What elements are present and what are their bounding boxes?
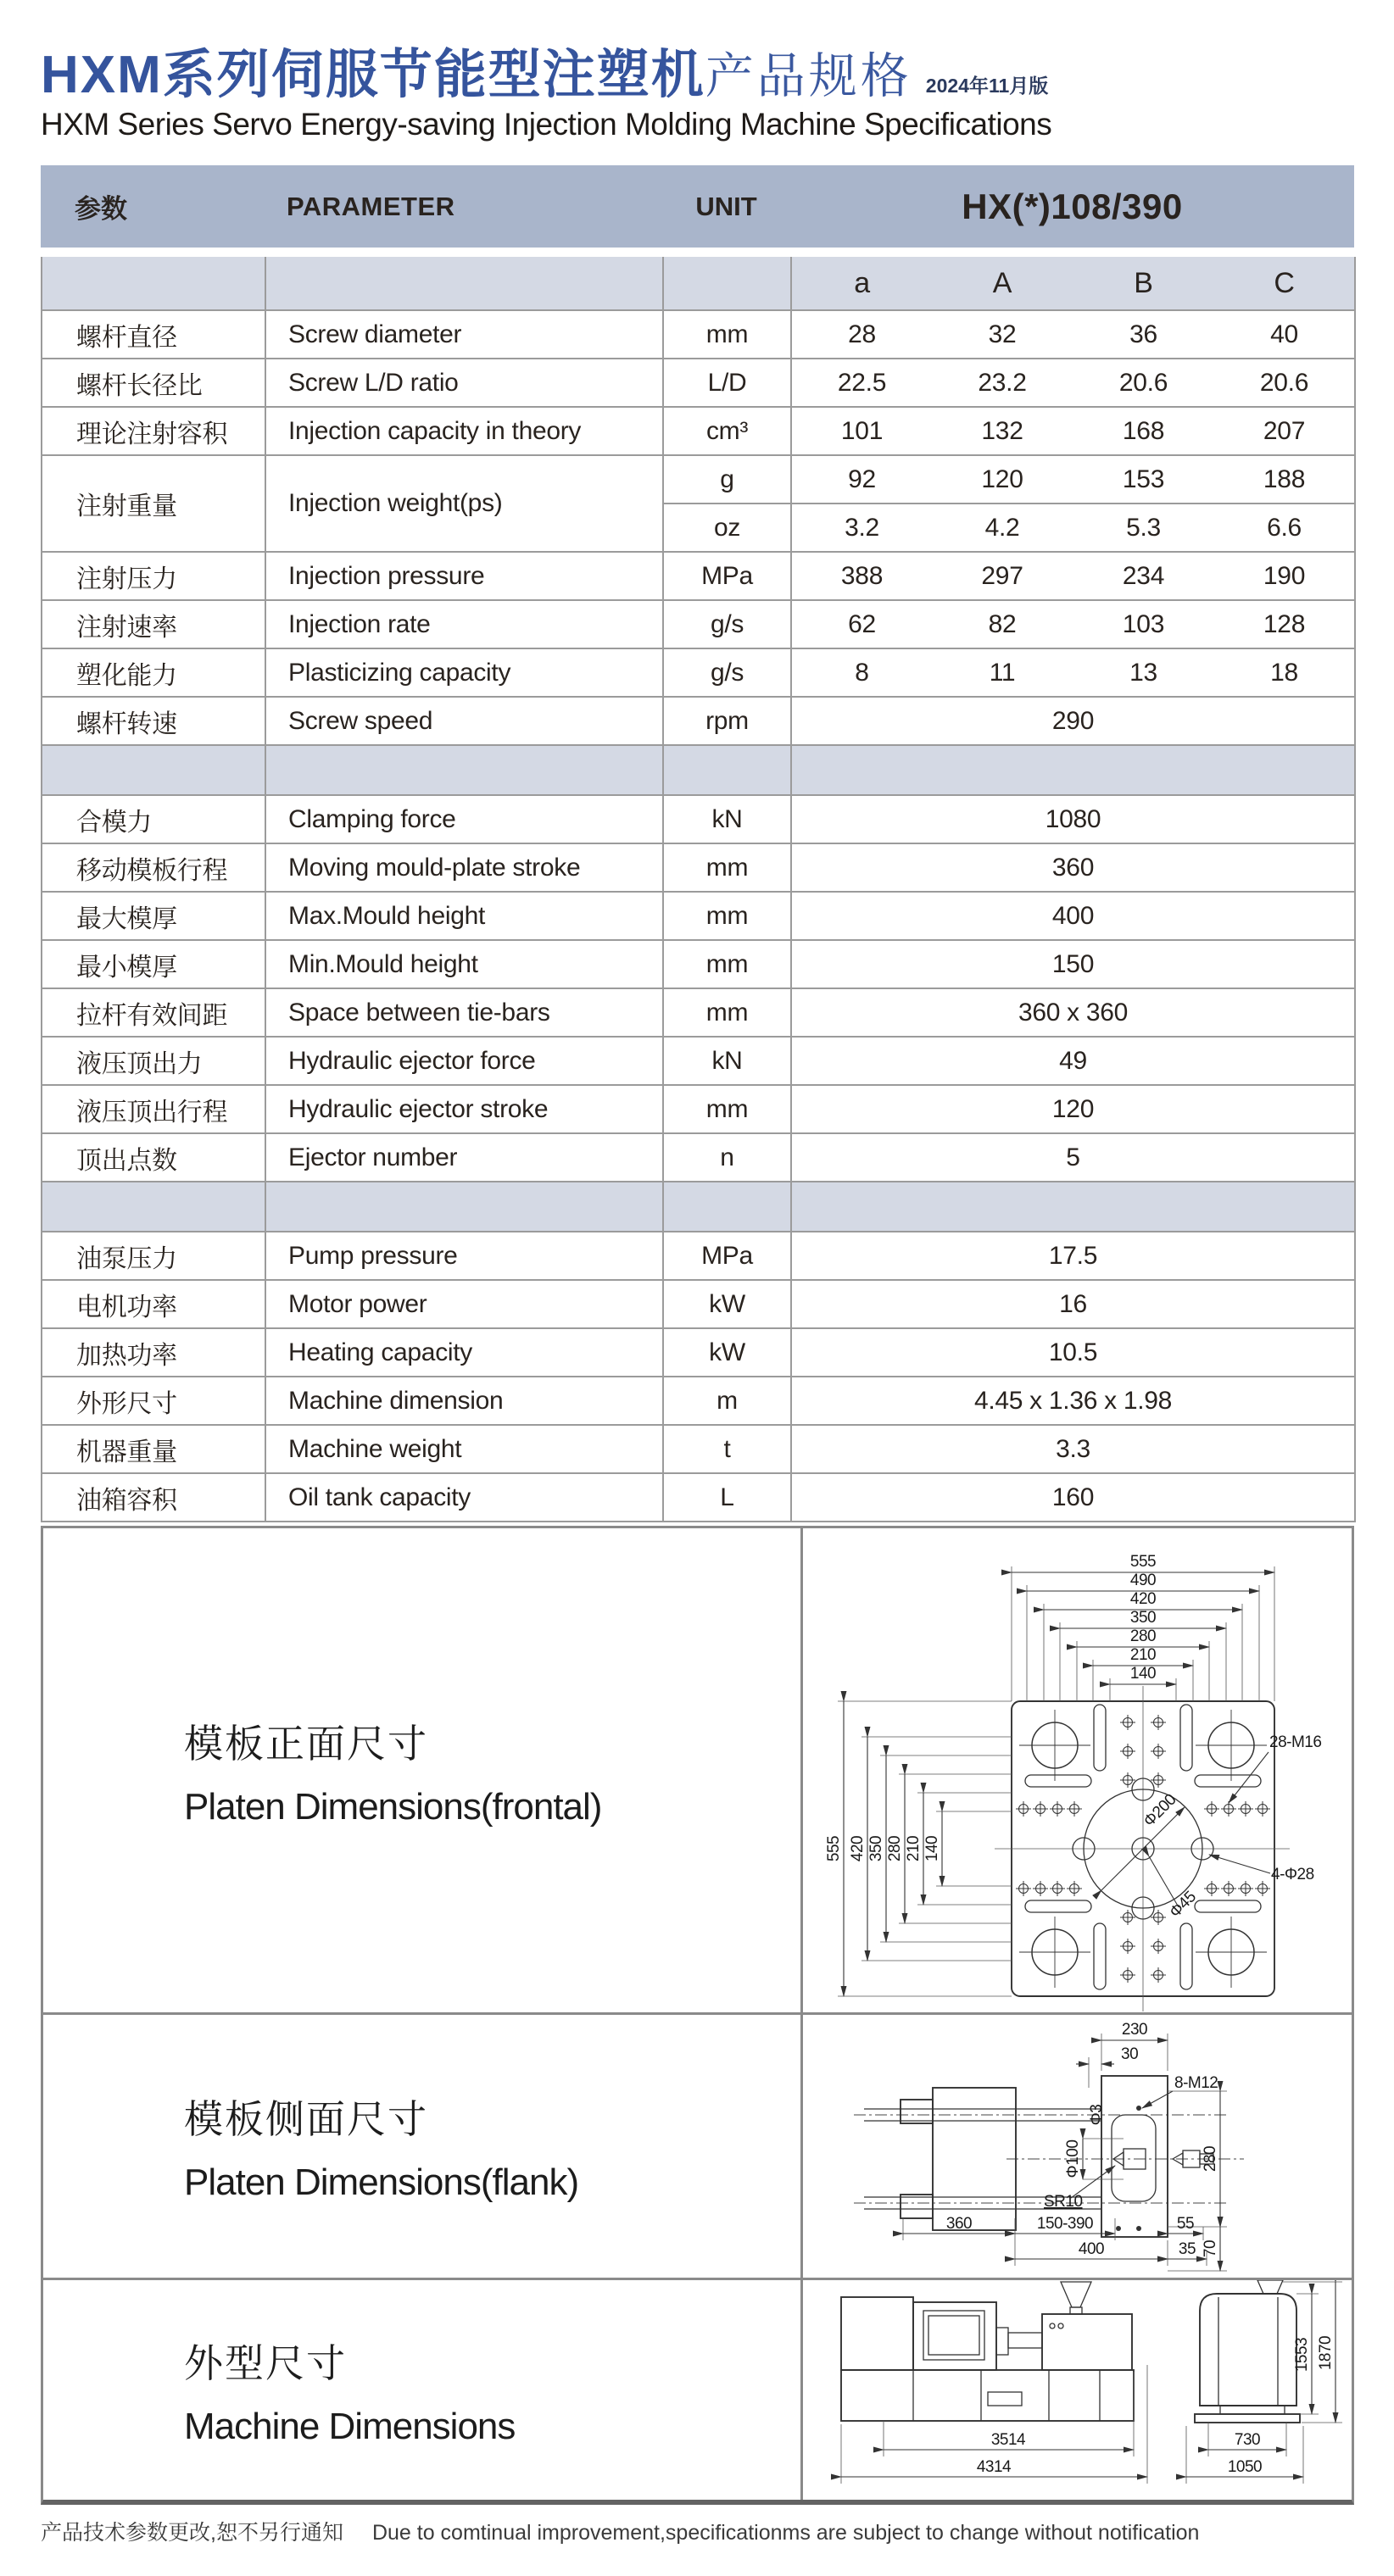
cell-value: 28 — [791, 310, 932, 359]
cell-en: Motor power — [265, 1280, 663, 1328]
table-header-band — [41, 165, 1354, 248]
cell-value-span: 5 — [791, 1133, 1355, 1182]
footer-note — [41, 2516, 1199, 2546]
left-dimension-chain — [825, 1701, 942, 1996]
dim-label: 420 — [849, 1835, 867, 1862]
cell-unit: mm — [663, 892, 791, 940]
section-machine-dimensions — [43, 2280, 1352, 2500]
cell-value-span: 290 — [791, 697, 1355, 745]
cell-value-span: 120 — [791, 1085, 1355, 1133]
dim-label: 210 — [905, 1835, 923, 1862]
cell-value: 20.6 — [1073, 359, 1214, 407]
machine-end-view — [1195, 2280, 1300, 2423]
variant-A: A — [932, 257, 1073, 310]
dim-label: 1050 — [1227, 2458, 1263, 2476]
cell-unit: mm — [663, 843, 791, 892]
spec-row — [42, 407, 1355, 455]
cell-en: Hydraulic ejector stroke — [265, 1085, 663, 1133]
platen-outline — [995, 1686, 1290, 2011]
spec-row — [42, 1085, 1355, 1133]
dim-label: 4314 — [976, 2458, 1012, 2476]
cell-value-span: 49 — [791, 1037, 1355, 1085]
cell-value: 82 — [932, 600, 1073, 648]
dim-label: 140 — [1129, 1665, 1157, 1683]
cell-value: 4.2 — [932, 504, 1073, 552]
dim-label: 280 — [886, 1835, 904, 1862]
cell-en: Min.Mould height — [265, 940, 663, 988]
cell-value: 120 — [932, 455, 1073, 504]
cell-cn: 螺杆长径比 — [42, 359, 265, 407]
m12-label: 8-M12 — [1174, 2074, 1218, 2092]
platen-frontal-drawing — [803, 1528, 1352, 2012]
platen-flank-drawing — [803, 2015, 1352, 2278]
spec-row — [42, 892, 1355, 940]
cell-unit: L — [663, 1473, 791, 1522]
cell-cn: 顶出点数 — [42, 1133, 265, 1182]
cell-value: 3.2 — [791, 504, 932, 552]
spec-row — [42, 795, 1355, 843]
cell-value: 168 — [1073, 407, 1214, 455]
cell-value-span: 10.5 — [791, 1328, 1355, 1377]
cell-unit: cm³ — [663, 407, 791, 455]
band-cell — [42, 257, 265, 310]
band-cell — [265, 745, 663, 795]
title-edition-date: 2024年11月版 — [925, 75, 1049, 97]
label-cn: 外型尺寸 — [184, 2340, 347, 2385]
label-en: Platen Dimensions(frontal) — [184, 1785, 602, 1828]
cell-cn: 螺杆直径 — [42, 310, 265, 359]
platen-frontal-label — [43, 1528, 803, 2012]
cell-unit: MPa — [663, 1232, 791, 1280]
cell-value-span: 3.3 — [791, 1425, 1355, 1473]
cell-value: 101 — [791, 407, 932, 455]
cell-value: 188 — [1214, 455, 1355, 504]
spec-row — [42, 552, 1355, 600]
cell-en: Ejector number — [265, 1133, 663, 1182]
cell-value: 18 — [1214, 648, 1355, 697]
spec-row — [42, 1425, 1355, 1473]
cell-value: 103 — [1073, 600, 1214, 648]
footer-note-cn: 产品技术参数更改,恕不另行通知 — [41, 2521, 343, 2545]
cell-cn: 液压顶出力 — [42, 1037, 265, 1085]
cell-en: Injection pressure — [265, 552, 663, 600]
cell-value: 132 — [932, 407, 1073, 455]
dim-label: 280 — [1129, 1627, 1157, 1645]
header-col-cn: 参数 — [75, 194, 127, 224]
cell-value: 5.3 — [1073, 504, 1214, 552]
cell-unit: mm — [663, 940, 791, 988]
cell-unit: kW — [663, 1280, 791, 1328]
cell-value: 11 — [932, 648, 1073, 697]
machine-dimensions-drawing — [803, 2280, 1352, 2495]
cell-unit: n — [663, 1133, 791, 1182]
cell-en: Oil tank capacity — [265, 1473, 663, 1522]
spec-row — [42, 648, 1355, 697]
cell-unit: mm — [663, 1085, 791, 1133]
band-cell — [663, 745, 791, 795]
cell-value: 8 — [791, 648, 932, 697]
spec-row — [42, 843, 1355, 892]
dim-label: 1553 — [1293, 2337, 1311, 2373]
cell-cn: 理论注射容积 — [42, 407, 265, 455]
variant-C: C — [1214, 257, 1355, 310]
dim-label: 70 — [1202, 2239, 1219, 2258]
band-cell — [265, 1182, 663, 1232]
cell-cn: 合模力 — [42, 795, 265, 843]
band-cell — [42, 1182, 265, 1232]
dia-100-label: Φ100 — [1064, 2139, 1082, 2178]
cell-cn: 注射重量 — [42, 455, 265, 552]
dia-200-label: Φ200 — [1140, 1790, 1180, 1831]
cell-en: Injection weight(ps) — [265, 455, 663, 552]
dim-label: 400 — [1078, 2240, 1105, 2258]
cell-unit: g — [663, 455, 791, 504]
cell-value: 62 — [791, 600, 932, 648]
cell-unit: kN — [663, 795, 791, 843]
cell-cn: 外形尺寸 — [42, 1377, 265, 1425]
cell-cn: 油泵压力 — [42, 1232, 265, 1280]
spec-row — [42, 1377, 1355, 1425]
header-model-number: HX(*)108/390 — [962, 186, 1183, 226]
flank-dimensions — [903, 2021, 1227, 2271]
spec-row — [42, 1280, 1355, 1328]
cell-unit: kW — [663, 1328, 791, 1377]
cell-unit: mm — [663, 988, 791, 1037]
cell-en: Machine dimension — [265, 1377, 663, 1425]
cell-en: Hydraulic ejector force — [265, 1037, 663, 1085]
cell-cn: 移动模板行程 — [42, 843, 265, 892]
cell-unit: oz — [663, 504, 791, 552]
cell-value: 153 — [1073, 455, 1214, 504]
spec-row — [42, 940, 1355, 988]
dim-label: 555 — [825, 1835, 843, 1862]
cell-value: 32 — [932, 310, 1073, 359]
label-en: Platen Dimensions(flank) — [184, 2162, 579, 2203]
label-cn: 模板正面尺寸 — [184, 1721, 428, 1766]
spec-row — [42, 1328, 1355, 1377]
dim-label: 140 — [923, 1835, 941, 1862]
cell-value: 190 — [1214, 552, 1355, 600]
cell-unit: g/s — [663, 600, 791, 648]
cell-cn: 液压顶出行程 — [42, 1085, 265, 1133]
spec-row — [42, 1473, 1355, 1522]
dim-label: 1870 — [1317, 2335, 1335, 2371]
label-cn: 模板侧面尺寸 — [184, 2097, 428, 2141]
top-dimension-chain — [1012, 1553, 1274, 1684]
section-platen-flank — [43, 2015, 1352, 2280]
cell-value: 297 — [932, 552, 1073, 600]
cell-en: Screw diameter — [265, 310, 663, 359]
cell-cn: 机器重量 — [42, 1425, 265, 1473]
cell-en: Machine weight — [265, 1425, 663, 1473]
dim-label: 360 — [945, 2215, 973, 2233]
cell-cn: 最小模厚 — [42, 940, 265, 988]
cell-cn: 加热功率 — [42, 1328, 265, 1377]
variant-B: B — [1073, 257, 1214, 310]
cell-cn: 电机功率 — [42, 1280, 265, 1328]
cell-value: 207 — [1214, 407, 1355, 455]
dim-label: 280 — [1202, 2145, 1219, 2173]
dim-label: 350 — [867, 1835, 885, 1862]
cell-value-span: 17.5 — [791, 1232, 1355, 1280]
dim-label: 30 — [1121, 2045, 1139, 2063]
cell-en: Injection rate — [265, 600, 663, 648]
cell-value: 40 — [1214, 310, 1355, 359]
band-cell — [42, 745, 265, 795]
platen-side-view — [854, 2076, 1244, 2237]
spec-row — [42, 455, 1355, 504]
platen-flank-label — [43, 2015, 803, 2278]
header-col-parameter: PARAMETER — [287, 191, 455, 221]
dim-label: 490 — [1129, 1572, 1157, 1589]
cell-value: 234 — [1073, 552, 1214, 600]
cell-en: Space between tie-bars — [265, 988, 663, 1037]
spec-row — [42, 1133, 1355, 1182]
cell-value: 36 — [1073, 310, 1214, 359]
cell-unit: kN — [663, 1037, 791, 1085]
variant-subheader-row — [42, 257, 1355, 310]
cell-cn: 注射速率 — [42, 600, 265, 648]
cell-value-span: 160 — [791, 1473, 1355, 1522]
section-divider-band — [42, 1182, 1355, 1232]
cell-unit: g/s — [663, 648, 791, 697]
m16-label: 28-M16 — [1269, 1733, 1322, 1751]
cell-unit: m — [663, 1377, 791, 1425]
spec-row — [42, 310, 1355, 359]
band-cell — [791, 745, 1355, 795]
cell-en: Plasticizing capacity — [265, 648, 663, 697]
machine-side-view — [841, 2282, 1134, 2421]
cell-cn: 螺杆转速 — [42, 697, 265, 745]
title-cn-light: 产品规格 — [705, 49, 912, 103]
header-col-unit: UNIT — [695, 191, 757, 221]
dim-label: 55 — [1176, 2215, 1195, 2233]
page-title — [41, 32, 1048, 108]
dim-label: 35 — [1178, 2240, 1196, 2258]
machine-dimensions-label — [43, 2280, 803, 2500]
cell-unit: rpm — [663, 697, 791, 745]
platen-frontal-figure — [803, 1528, 1352, 2012]
cell-value: 13 — [1073, 648, 1214, 697]
dim-label: 555 — [1129, 1553, 1157, 1571]
cell-value-span: 360 — [791, 843, 1355, 892]
cell-en: Max.Mould height — [265, 892, 663, 940]
cell-value-span: 16 — [791, 1280, 1355, 1328]
cell-en: Pump pressure — [265, 1232, 663, 1280]
machine-dims — [841, 2282, 1342, 2484]
footer-note-en: Due to comtinual improvement,specificationms are subject to change without notification — [371, 2521, 1200, 2545]
band-cell — [663, 1182, 791, 1232]
dimension-extensions — [838, 1566, 1274, 1996]
cell-unit: t — [663, 1425, 791, 1473]
cell-en: Injection capacity in theory — [265, 407, 663, 455]
cell-unit: L/D — [663, 359, 791, 407]
dia-45-label: Φ45 — [1166, 1888, 1200, 1922]
cell-value: 128 — [1214, 600, 1355, 648]
cell-value-span: 150 — [791, 940, 1355, 988]
cell-value: 23.2 — [932, 359, 1073, 407]
dia-3-label: Φ3 — [1088, 2104, 1106, 2126]
cell-unit: MPa — [663, 552, 791, 600]
cell-en: Screw L/D ratio — [265, 359, 663, 407]
dia-28-label: 4-Φ28 — [1271, 1866, 1314, 1883]
band-cell — [791, 1182, 1355, 1232]
spec-row — [42, 1037, 1355, 1085]
cell-en: Clamping force — [265, 795, 663, 843]
cell-value-span: 4.45 x 1.36 x 1.98 — [791, 1377, 1355, 1425]
diagrams-box — [41, 1526, 1354, 2505]
variant-a: a — [791, 257, 932, 310]
dim-label: 730 — [1234, 2431, 1261, 2449]
dim-label: 350 — [1129, 1609, 1157, 1627]
cell-value-span: 1080 — [791, 795, 1355, 843]
spec-row — [42, 600, 1355, 648]
cell-cn: 油箱容积 — [42, 1473, 265, 1522]
cell-value: 388 — [791, 552, 932, 600]
cell-value-span: 360 x 360 — [791, 988, 1355, 1037]
cell-value: 20.6 — [1214, 359, 1355, 407]
dim-label: 3514 — [990, 2431, 1026, 2449]
cell-en: Screw speed — [265, 697, 663, 745]
sr10-label: SR10 — [1044, 2193, 1083, 2211]
spec-row — [42, 359, 1355, 407]
machine-dimensions-figure — [803, 2280, 1352, 2500]
cell-value: 22.5 — [791, 359, 932, 407]
cell-cn: 最大模厚 — [42, 892, 265, 940]
band-cell — [663, 257, 791, 310]
cell-cn: 拉杆有效间距 — [42, 988, 265, 1037]
cell-cn: 塑化能力 — [42, 648, 265, 697]
title-cn-bold: HXM系列伺服节能型注塑机 — [41, 46, 705, 104]
spec-row — [42, 988, 1355, 1037]
dim-label: 420 — [1129, 1590, 1157, 1608]
spec-table — [41, 257, 1356, 1522]
section-platen-frontal — [43, 1528, 1352, 2015]
page-subtitle-en: HXM Series Servo Energy-saving Injection Molding Machine Specifications — [41, 107, 1052, 142]
section-divider-band — [42, 745, 1355, 795]
spec-row — [42, 697, 1355, 745]
cell-en: Moving mould-plate stroke — [265, 843, 663, 892]
cell-en: Heating capacity — [265, 1328, 663, 1377]
cell-value: 6.6 — [1214, 504, 1355, 552]
spec-row — [42, 1232, 1355, 1280]
cell-value-span: 400 — [791, 892, 1355, 940]
cell-unit: mm — [663, 310, 791, 359]
dim-label: 230 — [1121, 2021, 1148, 2039]
dim-label: 150-390 — [1036, 2215, 1094, 2233]
band-cell — [265, 257, 663, 310]
dim-label: 210 — [1129, 1646, 1157, 1664]
cell-cn: 注射压力 — [42, 552, 265, 600]
cell-value: 92 — [791, 455, 932, 504]
platen-flank-figure — [803, 2015, 1352, 2278]
label-en: Machine Dimensions — [184, 2405, 516, 2447]
